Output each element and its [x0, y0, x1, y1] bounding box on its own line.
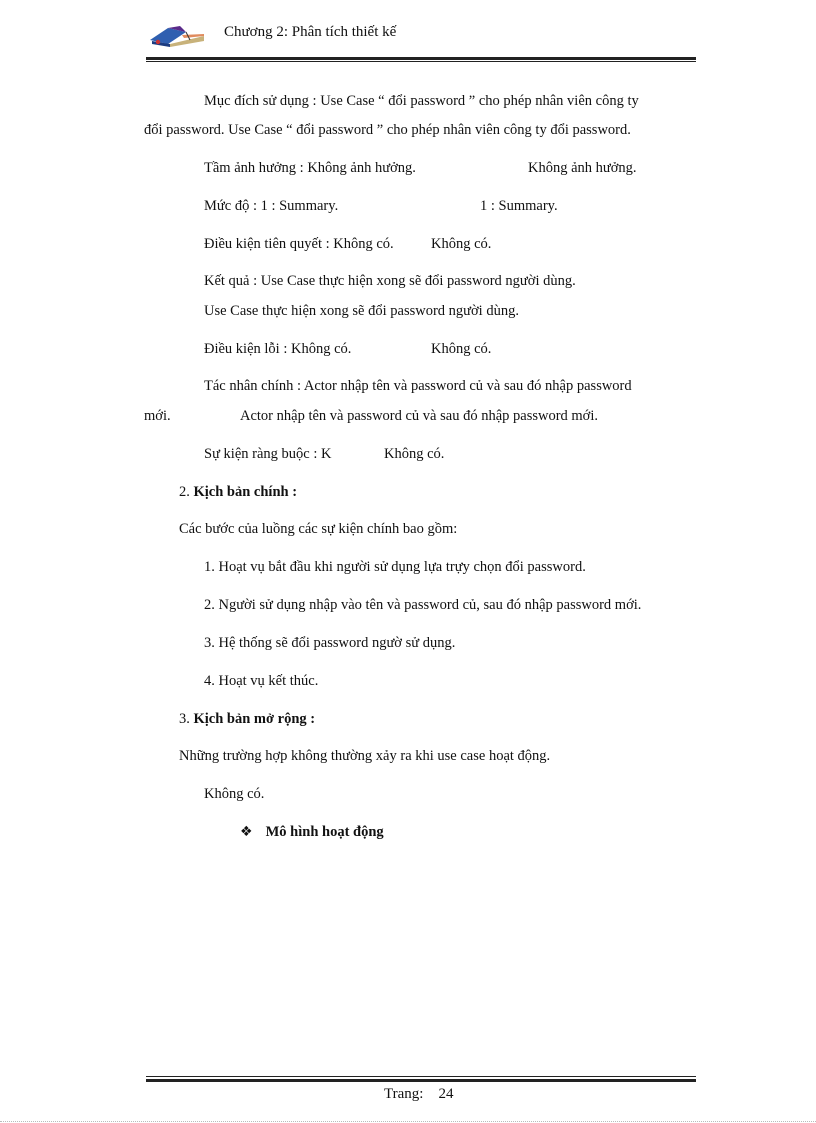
actor-line-1: Tác nhân chính : Actor nhập tên và password củ và sau đó nhập password — [204, 378, 632, 394]
main-step-3: 3. Hệ thống sẽ đổi password ngườ sử dụng. — [204, 635, 456, 651]
extended-scenario-title: Kịch bản mở rộng : — [193, 711, 316, 727]
scope-label: Tầm ảnh hưởng : Không ảnh hưởng. — [204, 160, 416, 176]
purpose-line-2: đổi password. Use Case “ đổi password ” cho phép nhân viên công ty đổi password. — [144, 122, 631, 138]
constraint-value: Không có. — [384, 446, 445, 462]
extended-scenario-heading — [179, 711, 315, 728]
page-header — [146, 18, 696, 58]
chapter-title: Chương 2: Phân tích thiết kế — [224, 24, 397, 40]
precondition-label: Điều kiện tiên quyết : Không có. — [204, 236, 394, 252]
extended-scenario-intro: Những trường hợp không thường xảy ra khi use case hoạt động. — [179, 748, 551, 764]
main-step-1: 1. Hoạt vụ bắt đầu khi người sử dụng lựa trựy chọn đổi password. — [204, 559, 586, 575]
purpose-line-1: Mục đích sử dụng : Use Case “ đổi password ” cho phép nhân viên công ty — [204, 93, 639, 109]
result-line-1: Kết quả : Use Case thực hiện xong sẽ đổi password người dùng. — [204, 273, 576, 289]
page-bottom-edge — [0, 1121, 816, 1122]
main-scenario-heading — [179, 484, 297, 501]
footer-divider — [146, 1079, 696, 1082]
activity-model-heading — [240, 824, 384, 841]
page-label: Trang: — [384, 1086, 424, 1102]
main-step-4: 4. Hoạt vụ kết thúc. — [204, 673, 319, 689]
constraint-label: Sự kiện ràng buộc : K — [204, 446, 332, 462]
header-divider-thin — [146, 61, 696, 62]
actor-line-2b: Actor nhập tên và password củ và sau đó nhập password mới. — [240, 408, 599, 424]
main-scenario-intro: Các bước của luồng các sự kiện chính bao gồm: — [179, 521, 458, 537]
level-value: 1 : Summary. — [480, 198, 558, 214]
main-scenario-number: 2. — [179, 484, 190, 500]
page-number — [384, 1086, 453, 1103]
header-divider — [146, 57, 696, 60]
extended-scenario-value: Không có. — [204, 786, 265, 802]
precondition-value: Không có. — [431, 236, 492, 252]
main-scenario-title: Kịch bản chính : — [193, 484, 298, 500]
error-value: Không có. — [431, 341, 492, 357]
level-label: Mức độ : 1 : Summary. — [204, 198, 339, 214]
footer-divider-thin — [146, 1076, 696, 1077]
actor-line-2a: mới. — [144, 408, 171, 424]
main-step-2: 2. Người sử dụng nhập vào tên và password củ, sau đó nhập password mới. — [204, 597, 642, 613]
result-line-2: Use Case thực hiện xong sẽ đổi password người dùng. — [204, 303, 519, 319]
error-label: Điều kiện lỗi : Không có. — [204, 341, 352, 357]
diamond-bullet-icon: ❖ — [240, 824, 253, 840]
activity-model-title: Mô hình hoạt động — [265, 824, 384, 840]
page-number-value: 24 — [438, 1086, 454, 1102]
extended-scenario-number: 3. — [179, 711, 190, 727]
scope-value: Không ảnh hưởng. — [528, 160, 637, 176]
graduation-cap-book-logo — [146, 22, 208, 48]
